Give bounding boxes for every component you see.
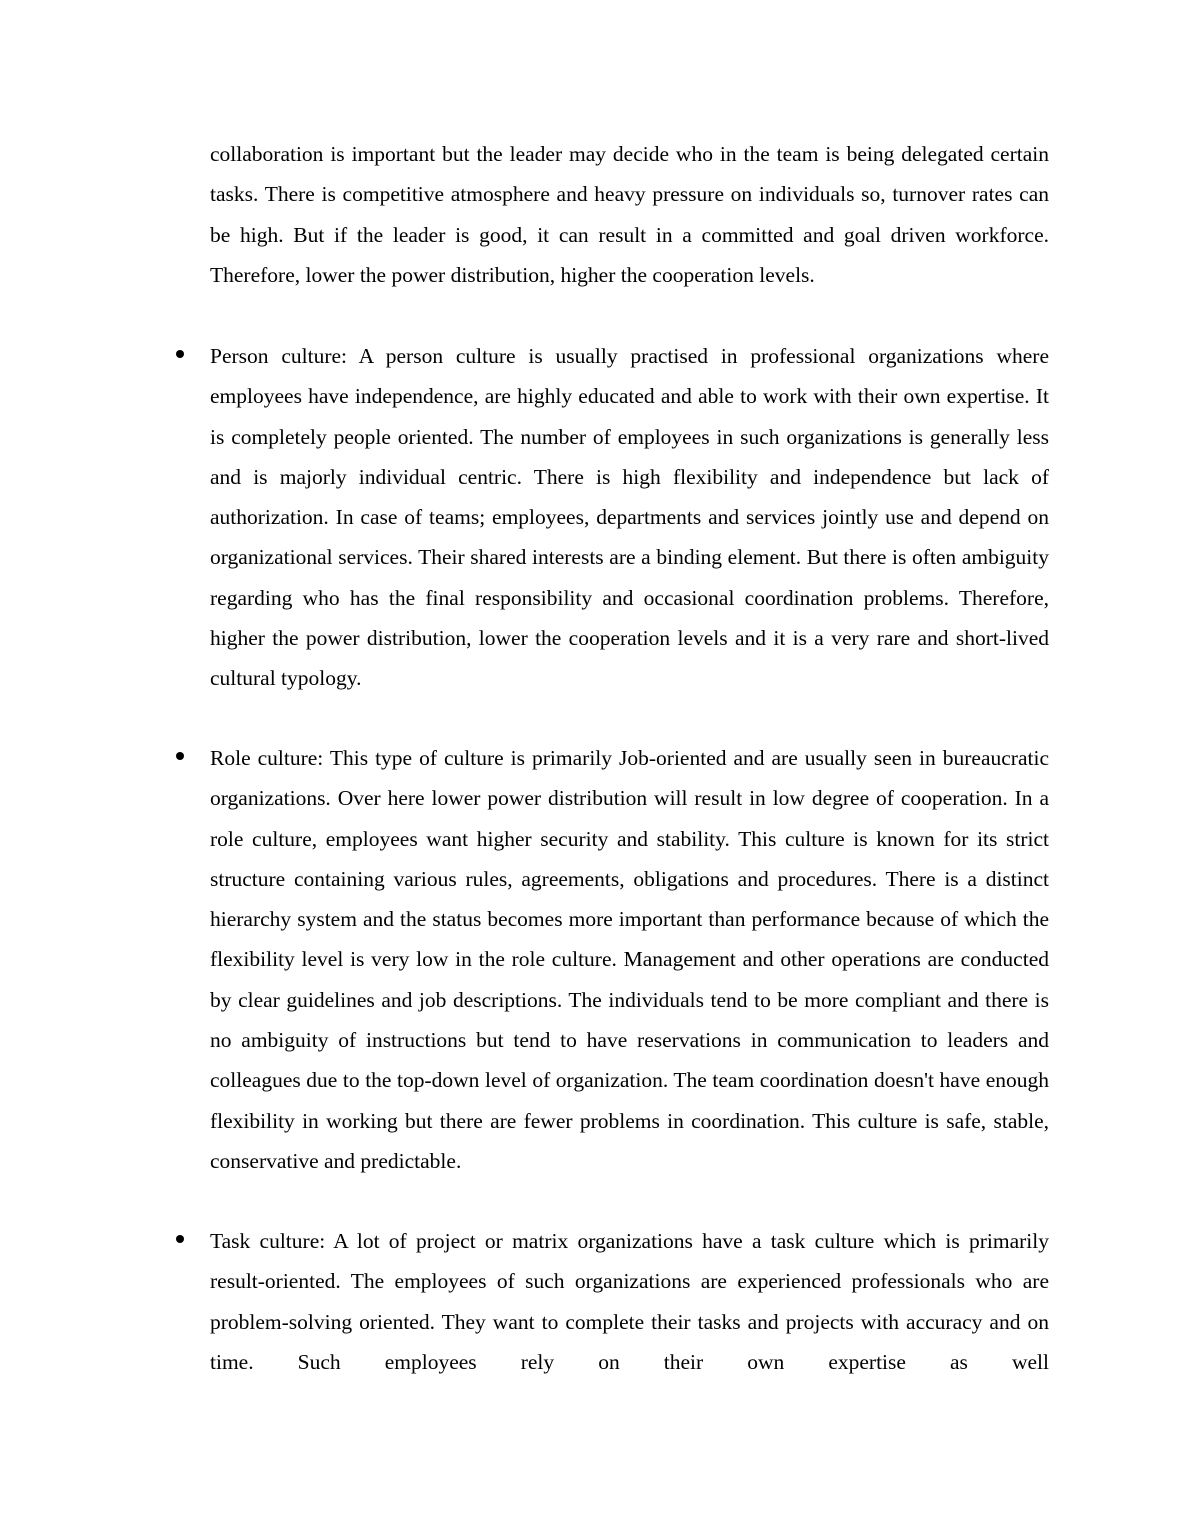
bullet-item-task-culture: Task culture: A lot of project or matrix organizations have a task culture which is primarily result-oriented. The employees of such organizations are experienced professionals who are problem-solving oriented. They want to complete their tasks and projects with accuracy and on time. Such employees rely on their own expertise as well — [210, 1229, 1049, 1374]
bullet-icon — [173, 749, 187, 763]
bullet-item-person-culture: Person culture: A person culture is usually practised in professional organizations where employees have independence, are highly educated and able to work with their own expertise. It is completely people oriented. The number of employees in such organizations is generally less and is majorly individual centric. There is high flexibility and independence but lack of authorization. In case of teams; employees, departments and services jointly use and depend on organizational services. Their shared interests are a binding element. But there is often ambiguity regarding who has the final responsibility and occasional coordination problems. Therefore, higher the power distribution, lower the cooperation levels and it is a very rare and short-lived cultural typology. — [210, 344, 1049, 691]
bullet-icon — [173, 347, 187, 361]
bullet-item-role-culture: Role culture: This type of culture is primarily Job-oriented and are usually seen in bureaucratic organizations. Over here lower power distribution will result in low degree of cooperation. In a role culture, employees want higher security and stability. This culture is known for its strict structure containing various rules, agreements, obligations and procedures. There is a distinct hierarchy system and the status becomes more important than performance because of which the flexibility level is very low in the role culture. Management and other operations are conducted by clear guidelines and job descriptions. The individuals tend to be more compliant and there is no ambiguity of instructions but tend to have reservations in communication to leaders and colleagues due to the top-down level of organization. The team coordination doesn't have enough flexibility in working but there are fewer problems in coordination. This culture is safe, stable, conservative and predictable. — [210, 746, 1049, 1173]
bullet-icon — [173, 1232, 187, 1246]
continuation-paragraph: collaboration is important but the leader may decide who in the team is being delegated certain tasks. There is competitive atmosphere and heavy pressure on individuals so, turnover rates can be high. But if the leader is good, it can result in a committed and goal driven workforce. Therefore, lower the power distribution, higher the cooperation levels. — [210, 142, 1049, 287]
